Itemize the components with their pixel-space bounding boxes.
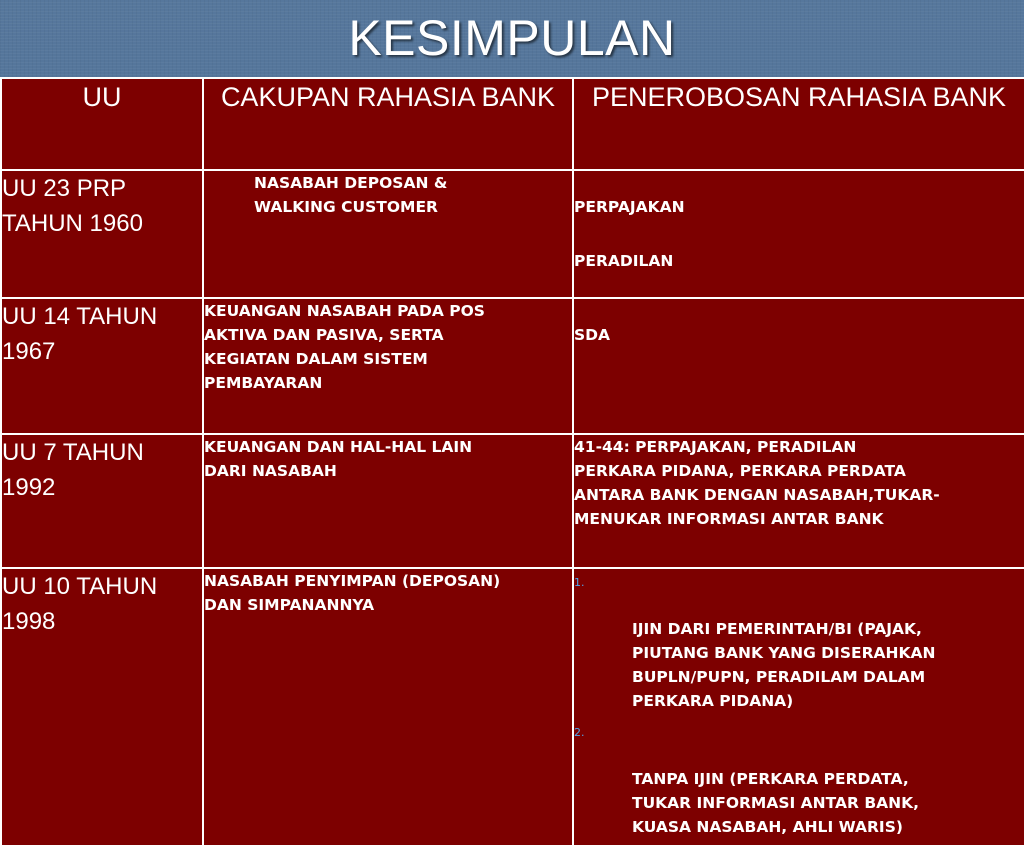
breach-cell: [573, 298, 1024, 434]
breach-numbered-list: [574, 569, 1024, 839]
header-law: UU: [1, 78, 203, 170]
list-item: [574, 569, 1024, 713]
table-header-row: [1, 78, 1024, 170]
list-number: 2.: [574, 726, 585, 739]
header-scope: CAKUPAN RAHASIA BANK: [203, 78, 573, 170]
law-cell: UU 10 TAHUN 1998: [1, 568, 203, 846]
breach-cell: 41-44: PERPAJAKAN, PERADILAN PERKARA PIDANA, PERKARA PERDATA ANTARA BANK DENGAN NASABAH,TUKAR- MENUKAR INFORMASI ANTAR BANK: [573, 434, 1024, 568]
list-number: 1.: [574, 576, 585, 589]
header-breach: PENEROBOSAN RAHASIA BANK: [573, 78, 1024, 170]
summary-table-container: [0, 77, 1024, 836]
law-cell: UU 23 PRP TAHUN 1960: [1, 170, 203, 298]
breach-item: PERADILAN: [574, 252, 674, 270]
breach-cell: [573, 170, 1024, 298]
slide-footer-band: [0, 738, 1024, 768]
breach-item: SDA: [574, 326, 611, 344]
list-item: [574, 719, 1024, 839]
law-cell: UU 14 TAHUN 1967: [1, 298, 203, 434]
breach-item: PERPAJAKAN: [574, 198, 685, 216]
scope-cell: KEUANGAN DAN HAL-HAL LAIN DARI NASABAH: [203, 434, 573, 568]
breach-cell: [573, 568, 1024, 846]
table-row: [1, 434, 1024, 568]
scope-cell: NASABAH PENYIMPAN (DEPOSAN) DAN SIMPANANNYA: [203, 568, 573, 846]
table-row: [1, 170, 1024, 298]
list-item-text: TANPA IJIN (PERKARA PERDATA, TUKAR INFORMASI ANTAR BANK, KUASA NASABAH, AHLI WARIS): [632, 770, 920, 836]
table-row: [1, 568, 1024, 846]
scope-cell: KEUANGAN NASABAH PADA POS AKTIVA DAN PASIVA, SERTA KEGIATAN DALAM SISTEM PEMBAYARAN: [203, 298, 573, 434]
law-cell: UU 7 TAHUN 1992: [1, 434, 203, 568]
scope-cell: NASABAH DEPOSAN & WALKING CUSTOMER: [203, 170, 573, 298]
list-item-text: IJIN DARI PEMERINTAH/BI (PAJAK, PIUTANG BANK YANG DISERAHKAN BUPLN/PUPN, PERADILAM DALAM PERKARA PIDANA): [632, 620, 936, 710]
slide-title: KESIMPULAN: [348, 10, 676, 66]
summary-table: [0, 77, 1024, 847]
table-row: [1, 298, 1024, 434]
